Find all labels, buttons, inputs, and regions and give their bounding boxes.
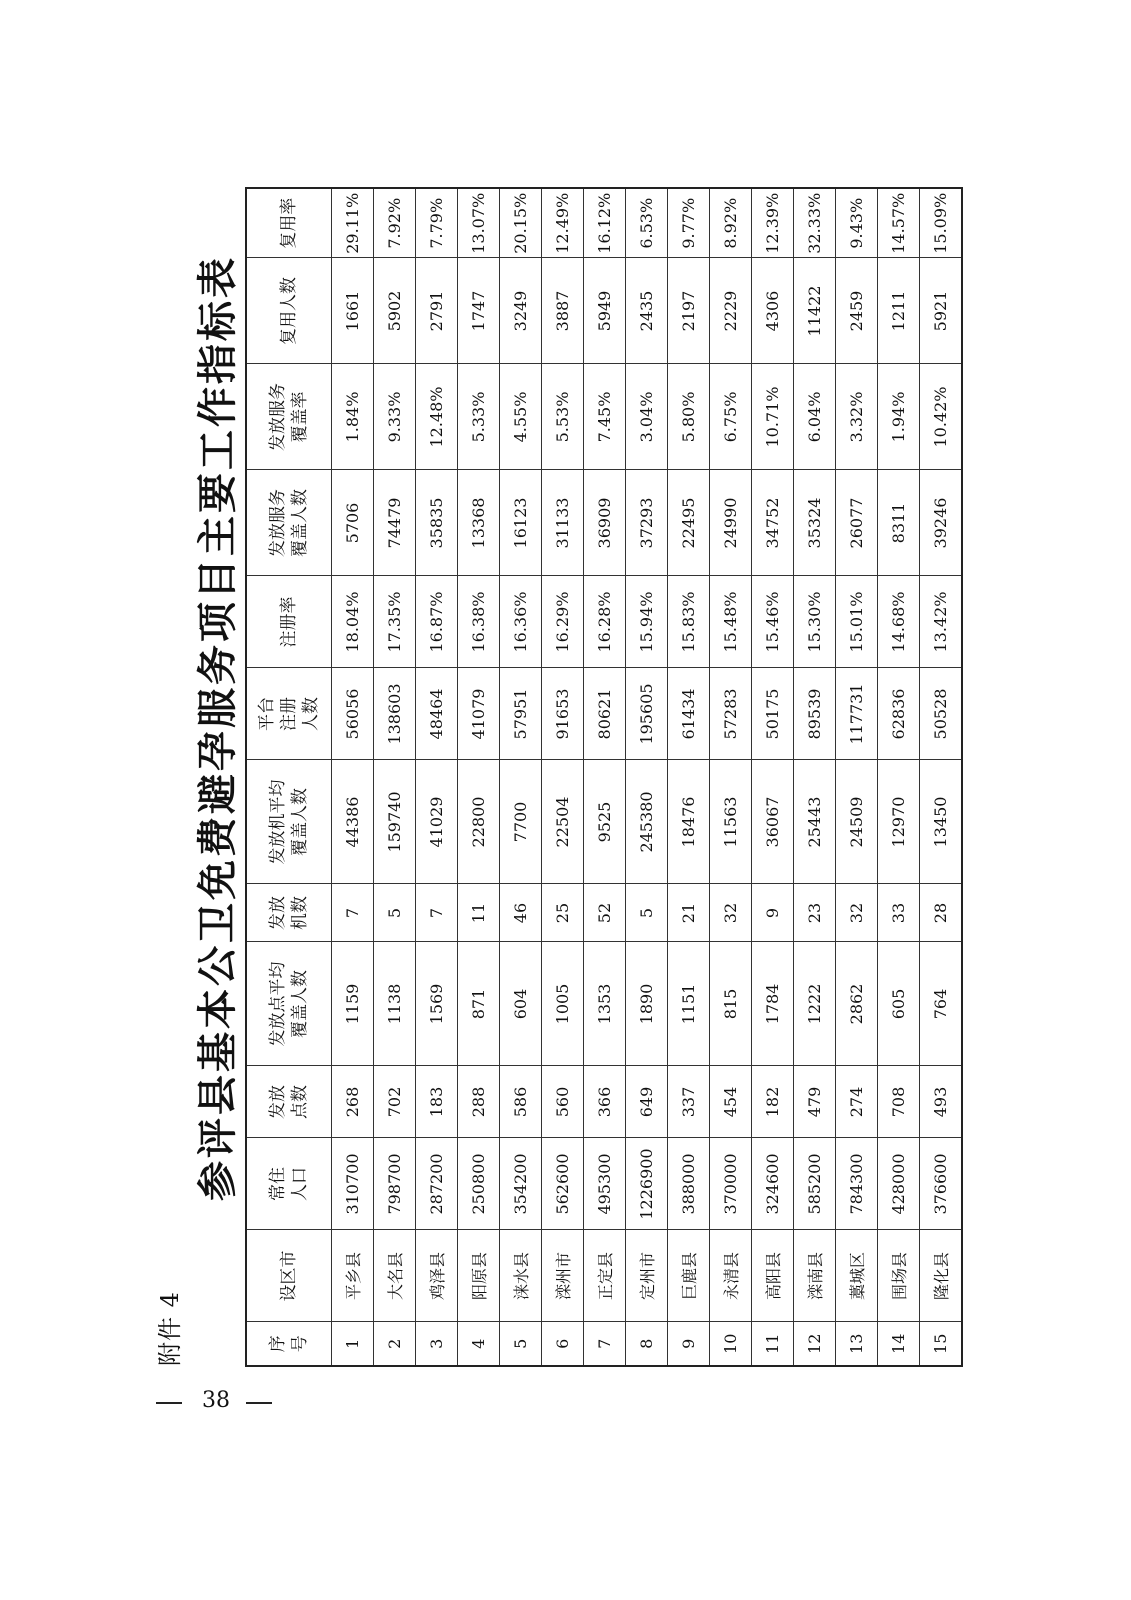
table-cell: 41029 [416,760,458,884]
table-row [668,188,710,1366]
table-cell: 1226900 [626,1138,668,1230]
table-cell: 13368 [458,470,500,576]
table-cell: 1151 [668,942,710,1066]
table-cell: 8 [626,1322,668,1366]
table-cell: 35835 [416,470,458,576]
column-header: 发放点平均 覆盖人数 [246,942,332,1066]
table-cell: 7700 [500,760,542,884]
table-cell: 560 [542,1066,584,1138]
table-cell: 50528 [920,668,963,760]
table-cell: 5.80% [668,364,710,470]
table-cell: 9 [752,884,794,942]
column-header: 常住 人口 [246,1138,332,1230]
table-cell: 871 [458,942,500,1066]
table-cell: 5 [500,1322,542,1366]
table-cell: 22495 [668,470,710,576]
column-header: 复用人数 [246,258,332,364]
table-cell: 245380 [626,760,668,884]
table-cell: 平乡县 [332,1230,374,1322]
table-cell: 11422 [794,258,836,364]
table-row [794,188,836,1366]
table-cell: 366 [584,1066,626,1138]
table-cell: 5 [626,884,668,942]
table-cell: 5706 [332,470,374,576]
table-cell: 39246 [920,470,963,576]
table-cell: 1138 [374,942,416,1066]
table-cell: 2229 [710,258,752,364]
table-cell: 2435 [626,258,668,364]
table-cell: 46 [500,884,542,942]
table-cell: 479 [794,1066,836,1138]
table-cell: 89539 [794,668,836,760]
table-cell: 585200 [794,1138,836,1230]
table-cell: 12.49% [542,188,584,258]
table-row [332,188,374,1366]
table-cell: 36067 [752,760,794,884]
table-cell: 18476 [668,760,710,884]
table-cell: 3.04% [626,364,668,470]
table-cell: 11 [458,884,500,942]
table-cell: 376600 [920,1138,963,1230]
table-cell: 1569 [416,942,458,1066]
table-cell: 10 [710,1322,752,1366]
table-cell: 80621 [584,668,626,760]
page-number-value: 38 [202,1388,230,1413]
table-cell: 25443 [794,760,836,884]
indicator-table [245,187,963,1367]
table-cell: 287200 [416,1138,458,1230]
table-row [710,188,752,1366]
table-cell: 隆化县 [920,1230,963,1322]
table-cell: 15.46% [752,576,794,668]
table-cell: 5.33% [458,364,500,470]
table-cell: 274 [836,1066,878,1138]
table-cell: 815 [710,942,752,1066]
table-row [920,188,963,1366]
table-row [752,188,794,1366]
table-row [500,188,542,1366]
attachment-label: 附件 4 [156,1291,184,1366]
table-cell: 288 [458,1066,500,1138]
table-cell: 10.42% [920,364,963,470]
table-cell: 高阳县 [752,1230,794,1322]
table-cell: 1661 [332,258,374,364]
table-row [584,188,626,1366]
table-cell: 16.29% [542,576,584,668]
column-header: 序 号 [246,1322,332,1366]
table-cell: 57283 [710,668,752,760]
table-cell: 3.32% [836,364,878,470]
table-cell: 37293 [626,470,668,576]
table-cell: 29.11% [332,188,374,258]
table-cell: 12 [794,1322,836,1366]
table-cell: 13.42% [920,576,963,668]
table-cell: 2459 [836,258,878,364]
table-cell: 604 [500,942,542,1066]
table-cell: 50175 [752,668,794,760]
table-cell: 1.84% [332,364,374,470]
table-cell: 3887 [542,258,584,364]
table-cell: 337 [668,1066,710,1138]
table-cell: 5 [374,884,416,942]
table-cell: 32 [836,884,878,942]
table-cell: 5949 [584,258,626,364]
column-header: 平台 注册 人数 [246,668,332,760]
table-cell: 24990 [710,470,752,576]
table-cell: 182 [752,1066,794,1138]
table-cell: 14 [878,1322,920,1366]
table-row [416,188,458,1366]
table-cell: 12970 [878,760,920,884]
table-cell: 滦南县 [794,1230,836,1322]
table-cell: 16.28% [584,576,626,668]
table-cell: 1.94% [878,364,920,470]
column-header: 复用率 [246,188,332,258]
table-cell: 764 [920,942,963,1066]
table-cell: 9.43% [836,188,878,258]
document-title: 参评县基本公卫免费避孕服务项目主要工作指标表 [194,255,241,1201]
page-number [144,1388,284,1418]
table-cell: 15.48% [710,576,752,668]
column-header: 发放机平均 覆盖人数 [246,760,332,884]
table-cell: 62836 [878,668,920,760]
table-cell: 16.38% [458,576,500,668]
table-cell: 13.07% [458,188,500,258]
table-cell: 滦州市 [542,1230,584,1322]
table-cell: 阳原县 [458,1230,500,1322]
table-cell: 31133 [542,470,584,576]
table-cell: 91653 [542,668,584,760]
table-cell: 34752 [752,470,794,576]
table-cell: 7 [416,884,458,942]
table-cell: 15.01% [836,576,878,668]
table-cell: 5921 [920,258,963,364]
page-number-dash-right [246,1402,272,1404]
table-cell: 32.33% [794,188,836,258]
table-cell: 21 [668,884,710,942]
column-header: 发放服务 覆盖率 [246,364,332,470]
table-cell: 183 [416,1066,458,1138]
table-cell: 493 [920,1066,963,1138]
page-number-dash-left [156,1402,182,1404]
table-cell: 20.15% [500,188,542,258]
table-cell: 1159 [332,942,374,1066]
table-cell: 15.94% [626,576,668,668]
table-cell: 14.57% [878,188,920,258]
table-cell: 定州市 [626,1230,668,1322]
table-cell: 15.30% [794,576,836,668]
table-cell: 9 [668,1322,710,1366]
table-cell: 454 [710,1066,752,1138]
table-cell: 1005 [542,942,584,1066]
table-cell: 9525 [584,760,626,884]
table-cell: 15.83% [668,576,710,668]
table-cell: 48464 [416,668,458,760]
table-cell: 2791 [416,258,458,364]
table-cell: 13 [836,1322,878,1366]
table-header-row [246,188,332,1366]
table-cell: 15 [920,1322,963,1366]
table-cell: 11 [752,1322,794,1366]
table-cell: 9.33% [374,364,416,470]
table-cell: 28 [920,884,963,942]
table-cell: 4.55% [500,364,542,470]
table-cell: 13450 [920,760,963,884]
table-body [332,188,963,1366]
table-cell: 61434 [668,668,710,760]
column-header: 发放 机数 [246,884,332,942]
table-cell: 2862 [836,942,878,1066]
table-cell: 33 [878,884,920,942]
table-row [878,188,920,1366]
table-cell: 2 [374,1322,416,1366]
table-cell: 798700 [374,1138,416,1230]
table-cell: 12.48% [416,364,458,470]
column-header: 设区市 [246,1230,332,1322]
indicator-table-wrapper [245,189,963,1367]
table-cell: 围场县 [878,1230,920,1322]
table-cell: 35324 [794,470,836,576]
column-header: 注册率 [246,576,332,668]
table-cell: 388000 [668,1138,710,1230]
table-cell: 7 [584,1322,626,1366]
table-cell: 5902 [374,258,416,364]
table-cell: 6.04% [794,364,836,470]
table-cell: 7.79% [416,188,458,258]
table-cell: 74479 [374,470,416,576]
table-cell: 3 [416,1322,458,1366]
table-row [542,188,584,1366]
table-cell: 562600 [542,1138,584,1230]
table-cell: 324600 [752,1138,794,1230]
table-cell: 8.92% [710,188,752,258]
table-cell: 22504 [542,760,584,884]
table-cell: 5.53% [542,364,584,470]
table-row [836,188,878,1366]
table-cell: 1784 [752,942,794,1066]
table-cell: 大名县 [374,1230,416,1322]
table-cell: 1890 [626,942,668,1066]
table-cell: 14.68% [878,576,920,668]
table-cell: 18.04% [332,576,374,668]
table-cell: 495300 [584,1138,626,1230]
table-cell: 370000 [710,1138,752,1230]
table-row [626,188,668,1366]
table-cell: 26077 [836,470,878,576]
table-cell: 6.75% [710,364,752,470]
table-cell: 12.39% [752,188,794,258]
table-cell: 6.53% [626,188,668,258]
table-cell: 16123 [500,470,542,576]
table-cell: 涞水县 [500,1230,542,1322]
table-cell: 16.87% [416,576,458,668]
table-cell: 1222 [794,942,836,1066]
column-header: 发放 点数 [246,1066,332,1138]
table-cell: 1 [332,1322,374,1366]
table-cell: 6 [542,1322,584,1366]
table-cell: 428000 [878,1138,920,1230]
table-cell: 32 [710,884,752,942]
table-cell: 117731 [836,668,878,760]
table-cell: 354200 [500,1138,542,1230]
table-cell: 4 [458,1322,500,1366]
table-cell: 250800 [458,1138,500,1230]
table-cell: 708 [878,1066,920,1138]
table-cell: 268 [332,1066,374,1138]
table-cell: 1747 [458,258,500,364]
table-cell: 16.12% [584,188,626,258]
table-cell: 310700 [332,1138,374,1230]
table-cell: 9.77% [668,188,710,258]
table-cell: 52 [584,884,626,942]
table-cell: 159740 [374,760,416,884]
table-cell: 1353 [584,942,626,1066]
table-cell: 4306 [752,258,794,364]
table-cell: 36909 [584,470,626,576]
table-cell: 10.71% [752,364,794,470]
table-cell: 藁城区 [836,1230,878,1322]
table-cell: 2197 [668,258,710,364]
table-cell: 7.92% [374,188,416,258]
table-cell: 44386 [332,760,374,884]
table-cell: 永清县 [710,1230,752,1322]
table-cell: 25 [542,884,584,942]
table-cell: 784300 [836,1138,878,1230]
table-cell: 649 [626,1066,668,1138]
table-cell: 正定县 [584,1230,626,1322]
table-cell: 56056 [332,668,374,760]
table-cell: 17.35% [374,576,416,668]
table-cell: 57951 [500,668,542,760]
column-header: 发放服务 覆盖人数 [246,470,332,576]
table-cell: 15.09% [920,188,963,258]
table-row [374,188,416,1366]
table-cell: 16.36% [500,576,542,668]
table-row [458,188,500,1366]
table-cell: 鸡泽县 [416,1230,458,1322]
table-cell: 巨鹿县 [668,1230,710,1322]
table-cell: 8311 [878,470,920,576]
table-cell: 3249 [500,258,542,364]
table-cell: 586 [500,1066,542,1138]
table-cell: 23 [794,884,836,942]
table-cell: 7 [332,884,374,942]
table-cell: 22800 [458,760,500,884]
table-cell: 11563 [710,760,752,884]
table-cell: 1211 [878,258,920,364]
table-cell: 138603 [374,668,416,760]
table-cell: 195605 [626,668,668,760]
table-cell: 41079 [458,668,500,760]
table-cell: 605 [878,942,920,1066]
table-cell: 7.45% [584,364,626,470]
table-cell: 24509 [836,760,878,884]
table-cell: 702 [374,1066,416,1138]
